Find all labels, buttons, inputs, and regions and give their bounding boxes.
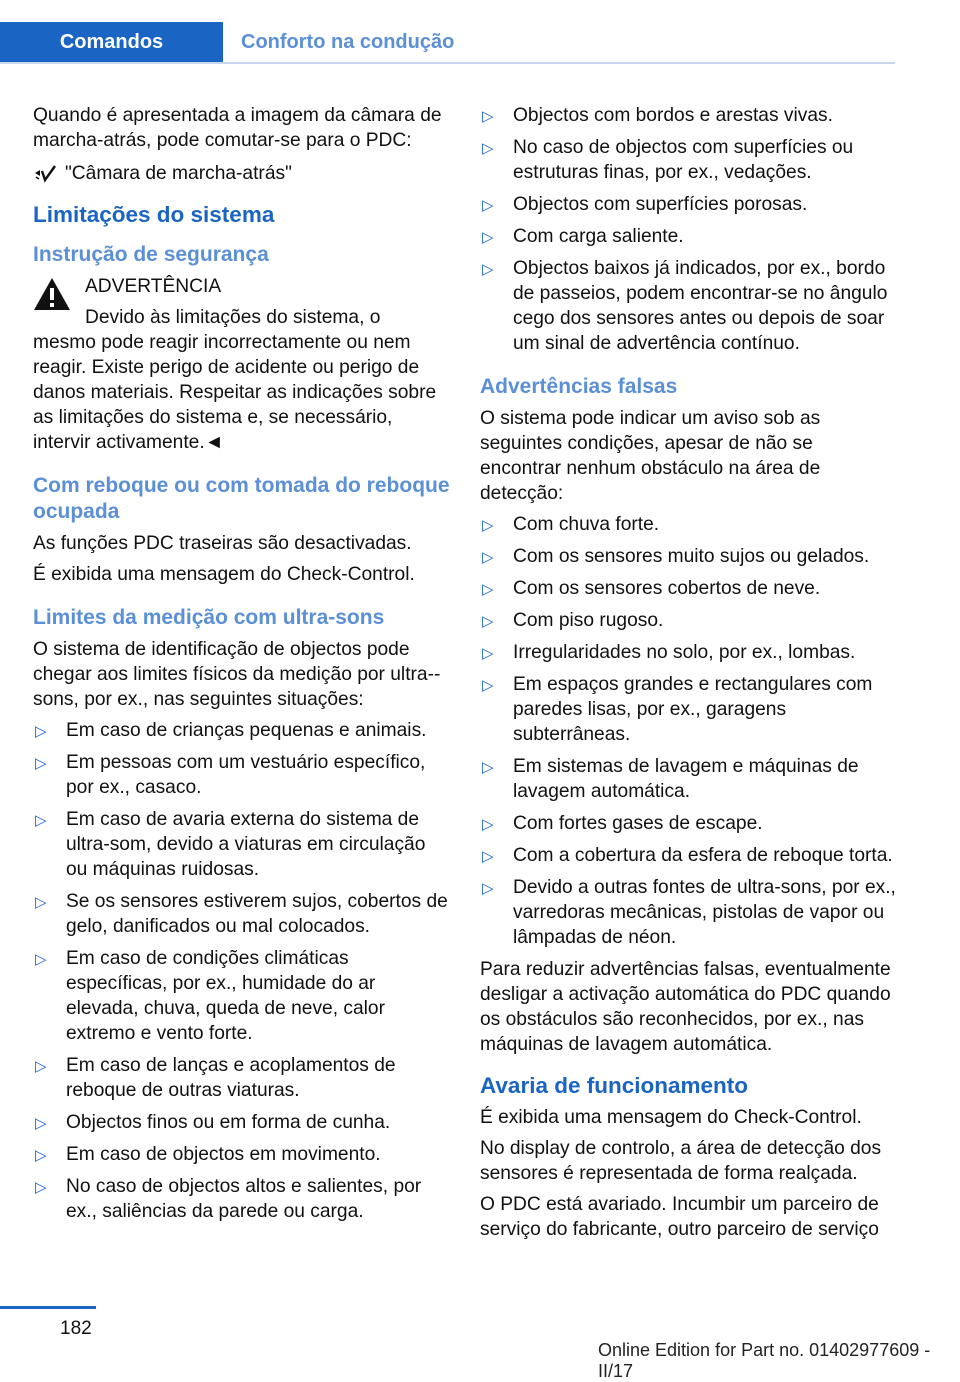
list-item-text: Devido a outras fontes de ultra-sons, por ex., varredoras mecânicas, pistolas de vapor ou lâmpadas de néon. [513,877,896,948]
list-item-text: Objectos com superfícies porosas. [513,194,808,215]
camera-label: "Câmara de marcha-atrás" [65,163,292,184]
list-item [480,576,898,601]
list-item-text: Com fortes gases de escape. [513,813,763,834]
list-item-text: Com chuva forte. [513,514,660,535]
triangle-right-icon: ▷ [35,755,47,772]
camera-line [33,161,451,186]
heading-limitacoes: Limitações do sistema [33,202,275,227]
triangle-right-icon: ▷ [35,1179,47,1196]
triangle-right-icon: ▷ [35,1058,47,1075]
list-item [33,946,451,1046]
list-item [480,672,898,747]
heading-avaria: Avaria de funcionamento [480,1073,748,1098]
list-item [480,256,898,356]
tab-comandos[interactable]: Comandos [0,22,223,62]
list-item [33,718,451,743]
paragraph-reboque-1: As funções PDC traseiras são desactivadas. [33,533,412,554]
list-item-text: No caso de objectos com superfícies ou estruturas finas, por ex., vedações. [513,137,854,183]
list-item-text: Objectos com bordos e arestas vivas. [513,105,833,126]
triangle-right-icon: ▷ [482,613,494,630]
footer-rule [0,1306,96,1309]
list-item-text: Em caso de crianças pequenas e animais. [66,720,427,741]
warning-title: ADVERTÊNCIA [85,276,222,297]
left-column [33,103,451,1231]
list-item-text: Objectos finos ou em forma de cunha. [66,1112,391,1133]
list-item-text: Em pessoas com um vestuário específico, por ex., casaco. [66,752,426,798]
list-item [480,640,898,665]
list-item [33,889,451,939]
triangle-right-icon: ▷ [482,816,494,833]
paragraph-avaria-1: É exibida uma mensagem do Check-Control. [480,1107,862,1128]
objectos-list [480,103,898,356]
paragraph-avaria-2: No display de controlo, a área de detecção dos sensores é representada de forma realçada. [480,1138,882,1184]
triangle-right-icon: ▷ [482,517,494,534]
list-item-text: Em espaços grandes e rectangulares com paredes lisas, por ex., garagens subterrâneas. [513,674,873,745]
warning-first-line: Devido às limitações do sistema, o [85,307,381,328]
limites-list [33,718,451,1224]
list-item-text: Em caso de condições climáticas específicas, por ex., humidade do ar elevada, chuva, queda de neve, calor extremo e vento forte. [66,948,385,1044]
triangle-right-icon: ▷ [482,549,494,566]
list-item-text: Com carga saliente. [513,226,684,247]
list-item-text: Objectos baixos já indicados, por ex., bordo de passeios, podem encontrar-se no ângulo cego dos sensores antes ou depois de soar um sinal de advertência contínuo. [513,258,888,354]
triangle-right-icon: ▷ [482,677,494,694]
triangle-right-icon: ▷ [482,229,494,246]
list-item-text: Se os sensores estiverem sujos, cobertos de gelo, danificados ou mal colocados. [66,891,448,937]
triangle-right-icon: ▷ [482,261,494,278]
list-item [480,135,898,185]
list-item-text: Em caso de avaria externa do sistema de ultra-som, devido a viaturas em circulação ou máquinas ruidosas. [66,809,426,880]
triangle-right-icon: ▷ [35,1147,47,1164]
list-item [480,103,898,128]
paragraph-reduzir: Para reduzir advertências falsas, eventualmente desligar a activação automática do PDC quando os obstáculos são reconhecidos, por ex., nas máquinas de lavagem automática. [480,959,891,1055]
list-item [480,843,898,868]
triangle-right-icon: ▷ [482,848,494,865]
heading-advertencias-falsas: Advertências falsas [480,375,678,398]
list-item-text: Irregularidades no solo, por ex., lombas. [513,642,856,663]
triangle-right-icon: ▷ [35,894,47,911]
list-item [33,1174,451,1224]
list-item-text: Em caso de objectos em movimento. [66,1144,381,1165]
list-item [480,192,898,217]
edition-footer: Online Edition for Part no. 01402977609 - II/17 [598,1340,931,1381]
header-tabbar [0,22,895,64]
list-item-text: Com a cobertura da esfera de reboque torta. [513,845,893,866]
page-number: 182 [60,1318,92,1339]
triangle-right-icon: ▷ [482,140,494,157]
intro-paragraph: Quando é apresentada a imagem da câmara de marcha-atrás, pode comutar-se para o PDC: [33,105,442,151]
warning-body: mesmo pode reagir incorrectamente ou nem reagir. Existe perigo de acidente ou perigo de danos materiais. Respeitar as indicações sobre as limitações do sistema e, se necessário, intervir activamente.◄ [33,332,437,453]
list-item [480,875,898,950]
list-item [33,1110,451,1135]
triangle-right-icon: ▷ [482,880,494,897]
triangle-right-icon: ▷ [482,581,494,598]
triangle-right-icon: ▷ [482,759,494,776]
list-item [480,754,898,804]
triangle-right-icon: ▷ [35,812,47,829]
list-item [33,750,451,800]
paragraph-falsas: O sistema pode indicar um aviso sob as seguintes condições, apesar de não se encontrar nenhum obstáculo na área de detecção: [480,408,821,504]
list-item [480,608,898,633]
triangle-right-icon: ▷ [482,197,494,214]
triangle-right-icon: ▷ [482,645,494,662]
list-item-text: Em caso de lanças e acoplamentos de reboque de outras viaturas. [66,1055,396,1101]
list-item-text: No caso de objectos altos e salientes, por ex., saliências da parede ou carga. [66,1176,422,1222]
list-item [33,1053,451,1103]
triangle-right-icon: ▷ [35,1115,47,1132]
triangle-right-icon: ▷ [482,108,494,125]
rear-camera-icon [33,164,57,184]
triangle-right-icon: ▷ [35,723,47,740]
paragraph-avaria-3: O PDC está avariado. Incumbir um parceiro de serviço do fabricante, outro parceiro de serviço [480,1194,879,1240]
list-item-text: Com os sensores muito sujos ou gelados. [513,546,870,567]
list-item [33,807,451,882]
list-item [480,544,898,569]
right-column [480,103,898,1248]
heading-limites: Limites da medição com ultra-sons [33,606,385,629]
paragraph-reboque-2: É exibida uma mensagem do Check-Control. [33,564,415,585]
list-item-text: Em sistemas de lavagem e máquinas de lavagem automática. [513,756,859,802]
list-item-text: Com piso rugoso. [513,610,664,631]
falsas-list [480,512,898,950]
warning-triangle-icon [33,277,71,311]
list-item [480,224,898,249]
list-item [480,811,898,836]
tab-conforto-na-conducao[interactable]: Conforto na condução [241,30,455,53]
list-item [480,512,898,537]
list-item [33,1142,451,1167]
warning-block [33,274,451,455]
triangle-right-icon: ▷ [35,951,47,968]
paragraph-limites: O sistema de identificação de objectos pode chegar aos limites físicos da medição por ultra--sons, por ex., nas seguintes situações: [33,639,441,710]
list-item-text: Com os sensores cobertos de neve. [513,578,821,599]
heading-reboque: Com reboque ou com tomada do reboque ocupada [33,474,450,523]
heading-instrucao: Instrução de segurança [33,243,269,266]
